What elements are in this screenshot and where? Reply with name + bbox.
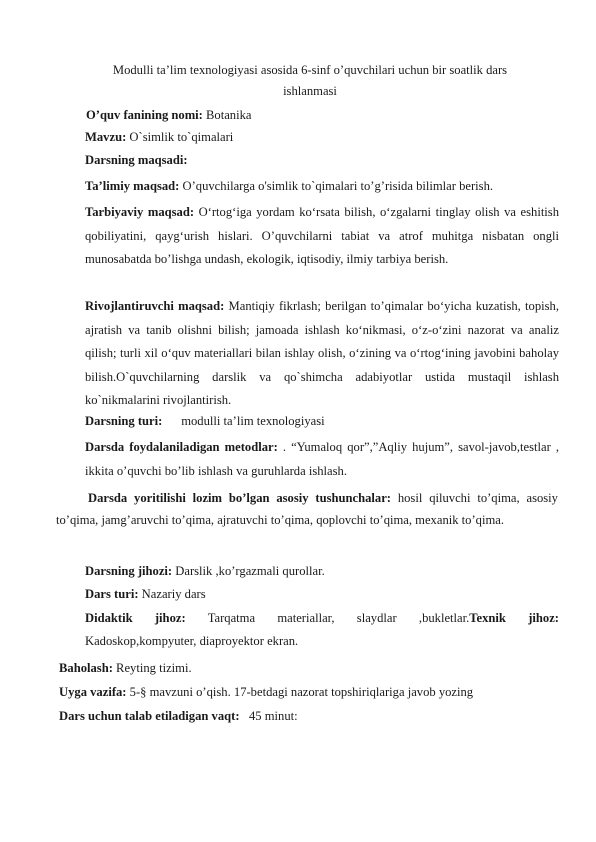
methods-label: Darsda foydalaniladigan metodlar:	[85, 440, 278, 454]
equipment-line	[85, 562, 325, 580]
upbringing-goal-paragraph	[85, 201, 559, 272]
topic-value: O`simlik to`qimalari	[126, 130, 234, 144]
goal-heading	[85, 151, 188, 169]
time-line	[59, 707, 298, 725]
grading-value: Reyting tizimi.	[112, 661, 192, 675]
developing-goal-label: Rivojlantiruvchi maqsad:	[85, 299, 225, 313]
time-label: Dars uchun talab etiladigan vaqt:	[59, 709, 240, 723]
concepts-value: hosil qiluvchi to’qima, asosiy to’qima, jamg’aruvchi to’qima, ajratuvchi to’qima, qoplovchi to’qima, mexanik to’qima.	[56, 491, 558, 527]
concepts-label: Darsda yoritilishi lozim bo’lgan asosiy tushunchalar:	[88, 491, 391, 505]
equipment-value: Darslik ,ko’rgazmali qurollar.	[172, 564, 325, 578]
educational-goal-value: O’quvchilarga o'simlik to`qimalari to’g’risida bilimlar berish.	[179, 179, 494, 193]
topic-label: Mavzu:	[85, 130, 127, 144]
lesson-type-line	[85, 585, 206, 603]
upbringing-goal-label: Tarbiyaviy maqsad:	[85, 205, 195, 219]
upbringing-goal-value: O‘rtog‘iga yordam ko‘rsata bilish, o‘zgalarni tinglay olish va eshitish qobiliyatini, qayg‘urish hislari. O’quvchilarni tabiat va atrof muhitga nisbatan ongli munosabatda bo’lishga undash, ekologik, iqtisodiy, ilmiy tarbiya berish.	[85, 205, 560, 266]
equipment-label: Darsning jihozi:	[85, 564, 173, 578]
time-value: 45 minut:	[239, 709, 298, 723]
homework-value: 5-§ mavzuni o’qish. 17-betdagi nazorat topshiriqlariga javob yozing	[126, 685, 474, 699]
lesson-type-value: Nazariy dars	[138, 587, 206, 601]
developing-goal-value: Mantiqiy fikrlash; berilgan to’qimalar bo‘yicha kuzatish, topish, ajratish va tanib olishni bilish; jamoada ishlash ko‘nikmasi, o‘z-o‘zini nazorat va analiz qilish; turli xil o‘quv materiallari bilan ishlay olish, o‘zining va o‘rtog‘ining javobini baholay bilish.O`quvchilarning darslik va qo`shimcha adabiyotlar ustida mustaqil ishlash ko`nikmalarini rivojlantirish.	[85, 299, 559, 407]
grading-line	[59, 659, 192, 677]
didactic-line	[85, 609, 559, 627]
technical-equipment-line	[85, 632, 298, 650]
technical-equipment-value: Kadoskop,kompyuter, diaproyektor ekran.	[85, 634, 299, 648]
grading-label: Baholash:	[59, 661, 113, 675]
lesson-kind-value: modulli ta’lim texnologiyasi	[162, 414, 325, 428]
homework-label: Uyga vazifa:	[59, 685, 127, 699]
topic-line	[85, 128, 233, 146]
developing-goal-paragraph	[85, 295, 559, 413]
methods-value: . “Yumaloq qor”,”Aqliy hujum”, savol-javob,testlar , ikkita o’quvchi bo’lib ishlash va guruhlarda ishlash.	[85, 440, 559, 478]
lesson-kind-line	[85, 412, 325, 430]
didactic-label: Didaktik jihoz:	[85, 611, 186, 625]
homework-line	[59, 683, 473, 701]
methods-paragraph	[85, 436, 559, 483]
document-title: Modulli ta’lim texnologiyasi asosida 6-sinf o’quvchilari uchun bir soatlik dars ishlanmasi	[112, 63, 508, 98]
educational-goal-line	[85, 177, 493, 195]
subject-label: O’quv fanining nomi:	[86, 108, 203, 122]
lesson-kind-label: Darsning turi:	[85, 414, 163, 428]
technical-label: Texnik jihoz:	[469, 611, 559, 625]
subject-value: Botanika	[202, 108, 252, 122]
goal-label: Darsning maqsadi:	[85, 153, 188, 167]
lesson-type-label: Dars turi:	[85, 587, 139, 601]
educational-goal-label: Ta’limiy maqsad:	[85, 179, 180, 193]
didactic-value: Tarqatma materiallar, slaydlar ,bukletlar.	[185, 611, 470, 625]
concepts-paragraph	[56, 487, 558, 531]
subject-line	[86, 106, 252, 124]
